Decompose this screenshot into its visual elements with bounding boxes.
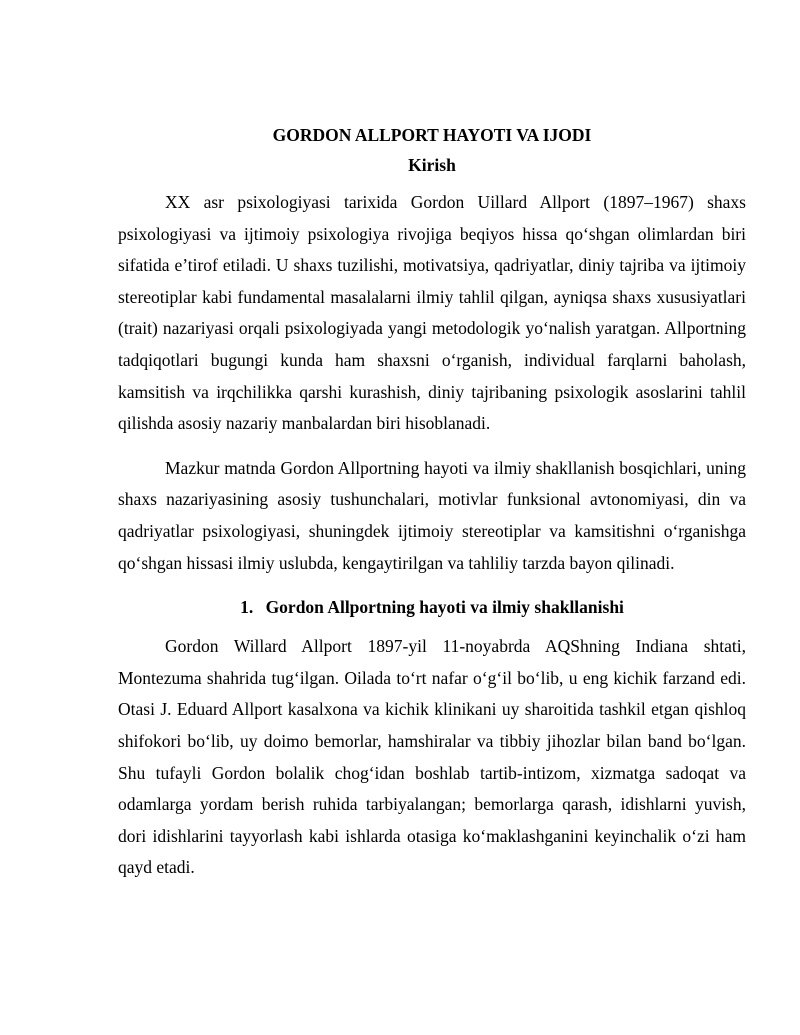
- section-subtitle-kirish: Kirish: [408, 155, 456, 175]
- section-1-paragraph-1: Gordon Willard Allport 1897-yil 11-noyabrda AQShning Indiana shtati, Montezuma shahrida tug‘ilgan. Oilada to‘rt nafar o‘g‘il bo‘lib, u eng kichik farzand edi. Otasi J. Eduard Allport kasalxona va kichik klinikani uy sharoitida tashkil etgan qishloq shifokori bo‘lib, uy doimo bemorlar, hamshiralar va tibbiy jihozlar bilan band bo‘lgan. Shu tufayli Gordon bolalik chog‘idan boshlab tartib-intizom, xizmatga sadoqat va odamlarga yordam berish ruhida tarbiyalangan; bemorlarga qarash, idishlarni yuvish, dori idishlarini tayyorlash kabi ishlarda otasiga ko‘maklashganini keyinchalik o‘zi ham qayd etadi.: [118, 636, 746, 878]
- section-1-heading: [118, 596, 746, 618]
- document-title: GORDON ALLPORT HAYOTI VA IJODI: [272, 125, 592, 145]
- section-1-title: Gordon Allportning hayoti va ilmiy shakllanishi: [265, 597, 624, 618]
- intro-paragraph-1: XX asr psixologiyasi tarixida Gordon Uillard Allport (1897–1967) shaxs psixologiyasi va ijtimoiy psixologiya rivojiga beqiyos hissa qo‘shgan olimlardan biri sifatida e’tirof etiladi. U shaxs tuzilishi, motivatsiya, qadriyatlar, diniy tajriba va ijtimoiy stereotiplar kabi fundamental masalalarni ilmiy tahlil qilgan, ayniqsa shaxs xususiyatlari (trait) nazariyasi orqali psixologiyada yangi metodologik yo‘nalish yaratgan. Allportning tadqiqotlari bugungi kunda ham shaxsni o‘rganish, individual farqlarni baholash, kamsitish va irqchilikka qarshi kurashish, diniy tajribaning psixologik asoslarini tahlil qilishda asosiy nazariy manbalardan biri hisoblanadi.: [118, 192, 746, 434]
- document-page: [118, 124, 746, 884]
- intro-paragraph-2: Mazkur matnda Gordon Allportning hayoti va ilmiy shakllanish bosqichlari, uning shaxs nazariyasining asosiy tushunchalari, motivlar funksional avtonomiyasi, din va qadriyatlar psixologiyasi, shuningdek ijtimoiy stereotiplar va kamsitishni o‘rganishga qo‘shgan hissasi ilmiy uslubda, kengaytirilgan va tahliliy tarzda bayon qilinadi.: [118, 457, 746, 573]
- section-1-number: 1.: [240, 597, 254, 618]
